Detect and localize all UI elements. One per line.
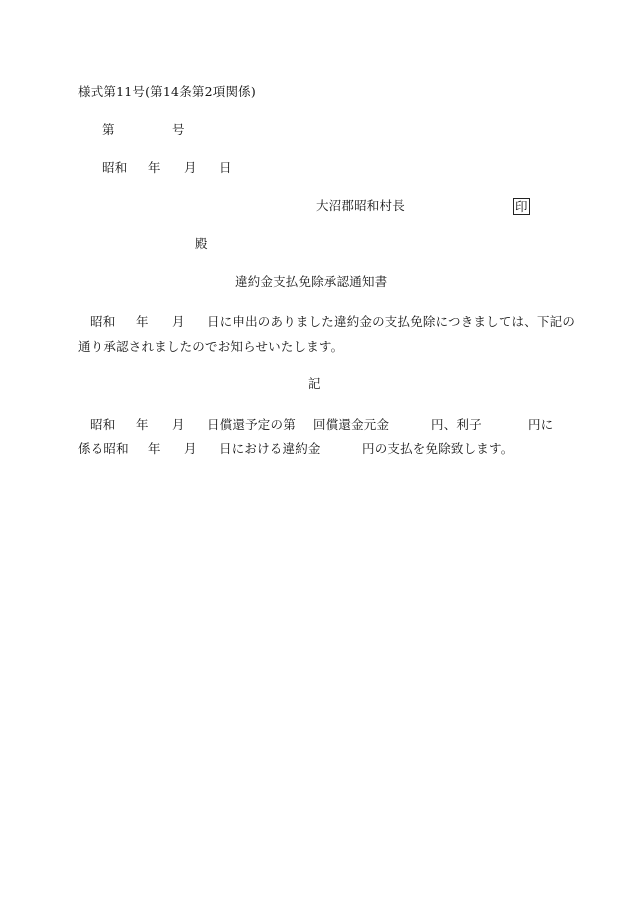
- detail-month: 月: [172, 417, 185, 432]
- seal-mark: 印: [515, 199, 528, 214]
- body-year: 年: [136, 314, 149, 329]
- detail-line2-month: 月: [184, 441, 197, 456]
- document-title: 違約金支払免除承認通知書: [235, 274, 388, 289]
- detail-line1-part4: 円に: [528, 417, 554, 432]
- form-label: 様式第11号(第14条第2項関係): [78, 84, 256, 99]
- doc-number-prefix: 第: [102, 122, 115, 137]
- body-line1-text: 日に申出のありました違約金の支払免除につきましては、下記の: [207, 314, 576, 329]
- body-month: 月: [172, 314, 185, 329]
- body-line2-text: 通り承認されましたのでお知らせいたします。: [78, 339, 344, 354]
- issuer-name: 大沼郡昭和村長: [316, 198, 405, 213]
- addressee-suffix: 殿: [195, 236, 208, 251]
- detail-line1-part3: 円、利子: [431, 417, 482, 432]
- detail-line2-prefix: 係る昭和: [78, 441, 129, 456]
- date-era: 昭和: [102, 160, 128, 175]
- detail-line1-part1: 日償還予定の第: [207, 417, 296, 432]
- detail-line2-year: 年: [148, 441, 161, 456]
- detail-year: 年: [136, 417, 149, 432]
- date-month: 月: [184, 160, 197, 175]
- detail-line1-part2: 回償還金元金: [313, 417, 390, 432]
- date-day: 日: [219, 160, 232, 175]
- date-year: 年: [148, 160, 161, 175]
- ki-heading: 記: [308, 376, 321, 391]
- detail-line2-part2: 円の支払を免除致します。: [362, 441, 514, 456]
- body-era: 昭和: [90, 314, 116, 329]
- detail-era: 昭和: [90, 417, 116, 432]
- detail-line2-part1: 日における違約金: [219, 441, 321, 456]
- doc-number-suffix: 号: [172, 122, 185, 137]
